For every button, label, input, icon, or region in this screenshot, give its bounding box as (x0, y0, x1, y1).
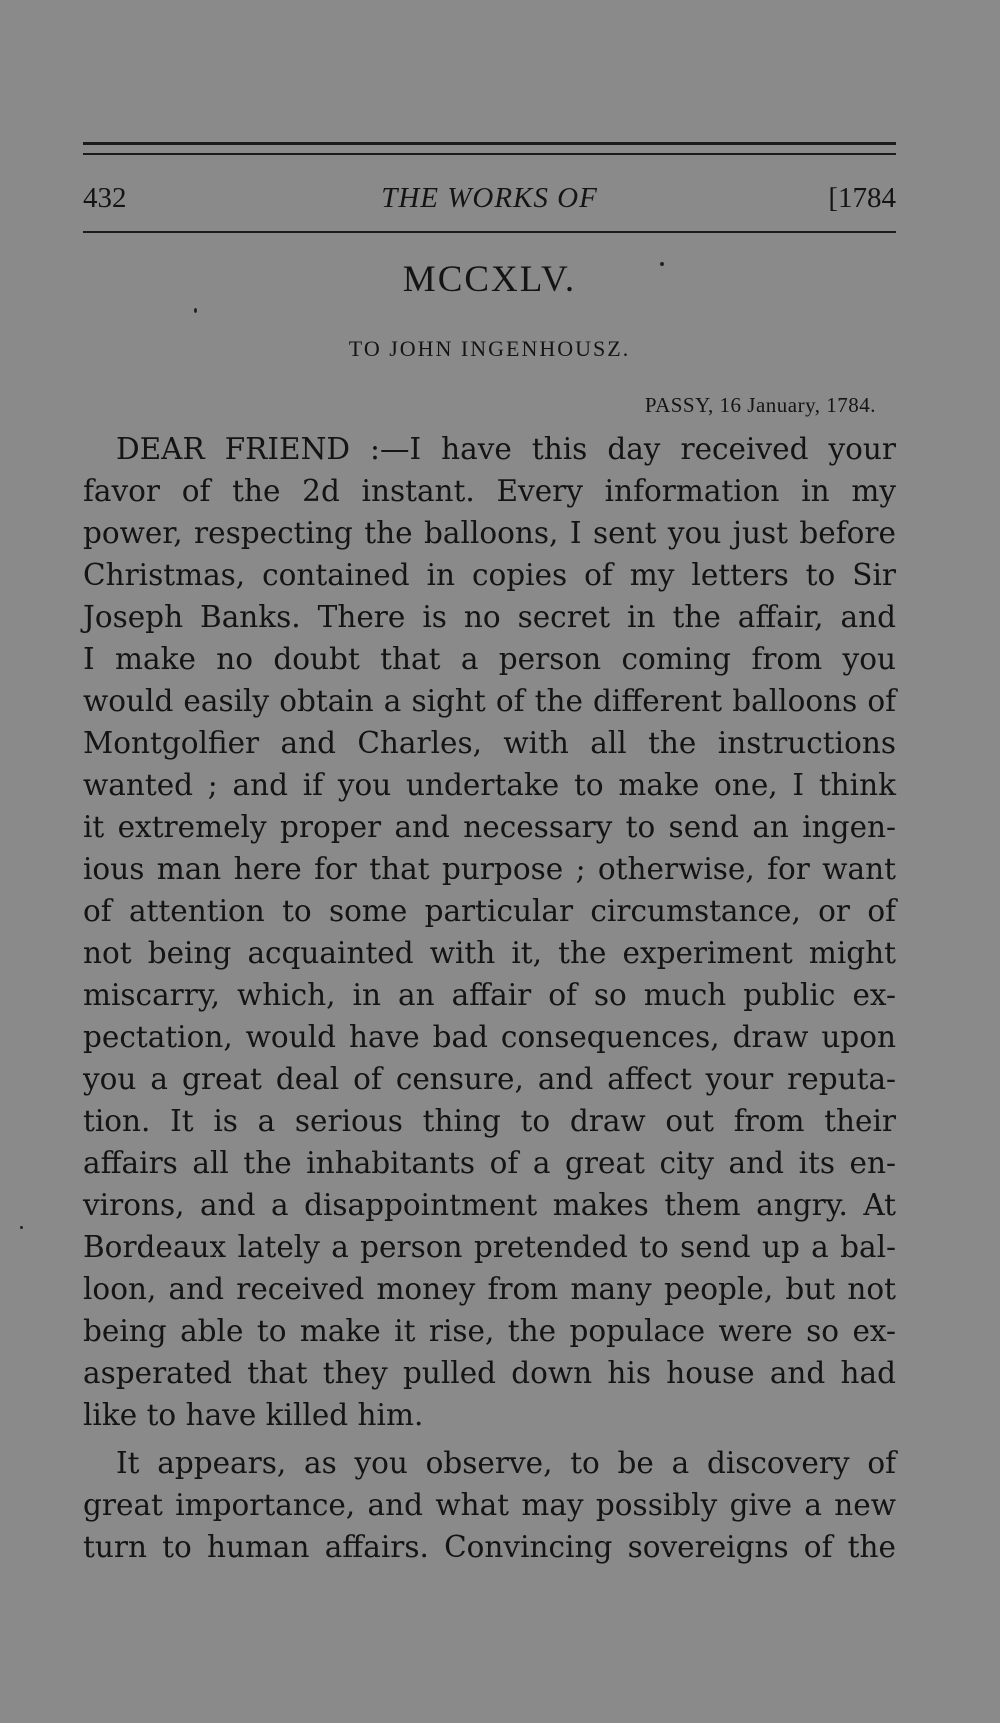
running-title: THE WORKS OF (381, 182, 598, 214)
text-line: virons, and a disappointment makes them angry. At (83, 1188, 896, 1222)
letter-body (83, 428, 896, 1568)
letter-dateline: PASSY, 16 January, 1784. (644, 393, 876, 417)
print-speck (660, 262, 664, 266)
text-line: being able to make it rise, the populace were so ex- (83, 1314, 896, 1348)
text-line: asperated that they pulled down his house and had (83, 1356, 896, 1390)
text-line: it extremely proper and necessary to send an ingen- (83, 810, 896, 844)
text-line: would easily obtain a sight of the different balloons of (83, 684, 896, 718)
text-line: ious man here for that purpose ; otherwise, for want (83, 852, 896, 886)
text-line: Bordeaux lately a person pretended to send up a bal- (83, 1230, 896, 1264)
text-line: DEAR FRIEND :—I have this day received your (116, 432, 896, 466)
print-speck (20, 1226, 23, 1229)
text-line: of attention to some particular circumstance, or of (83, 894, 896, 928)
text-line: not being acquainted with it, the experiment might (83, 936, 896, 970)
year-mark: [1784 (828, 182, 896, 214)
running-head (83, 180, 896, 216)
text-line: It appears, as you observe, to be a discovery of (116, 1446, 896, 1480)
text-line: favor of the 2d instant. Every information in my (83, 474, 896, 508)
text-line: Montgolfier and Charles, with all the instructions (83, 726, 896, 760)
header-rule-top-thin (83, 153, 896, 155)
letter-number: MCCXLV. (402, 259, 577, 300)
paragraph (83, 1442, 896, 1568)
letter-recipient: TO JOHN INGENHOUSZ. (348, 336, 631, 361)
text-line: pectation, would have bad consequences, draw upon (83, 1020, 896, 1054)
text-line: turn to human affairs. Convincing sovereigns of the (83, 1530, 896, 1564)
text-line: I make no doubt that a person coming from you (83, 642, 896, 676)
text-line: great importance, and what may possibly give a new (83, 1488, 896, 1522)
text-line: affairs all the inhabitants of a great city and its en- (83, 1146, 896, 1180)
text-line: miscarry, which, in an affair of so much public ex- (83, 978, 896, 1012)
header-rule-top (83, 142, 896, 145)
text-line: you a great deal of censure, and affect your reputa- (83, 1062, 896, 1096)
text-line: power, respecting the balloons, I sent you just before (83, 516, 896, 550)
text-line: loon, and received money from many people, but not (83, 1272, 896, 1306)
print-speck (194, 308, 197, 313)
page-number: 432 (83, 182, 127, 214)
paragraph (83, 428, 896, 1436)
text-line: wanted ; and if you undertake to make one, I think (83, 768, 896, 802)
header-rule-bottom (83, 231, 896, 233)
text-line: Christmas, contained in copies of my letters to Sir (83, 558, 896, 592)
book-page (83, 0, 896, 1723)
text-line: Joseph Banks. There is no secret in the affair, and (83, 600, 896, 634)
text-line: like to have killed him. (83, 1398, 424, 1432)
text-line: tion. It is a serious thing to draw out from their (83, 1104, 896, 1138)
